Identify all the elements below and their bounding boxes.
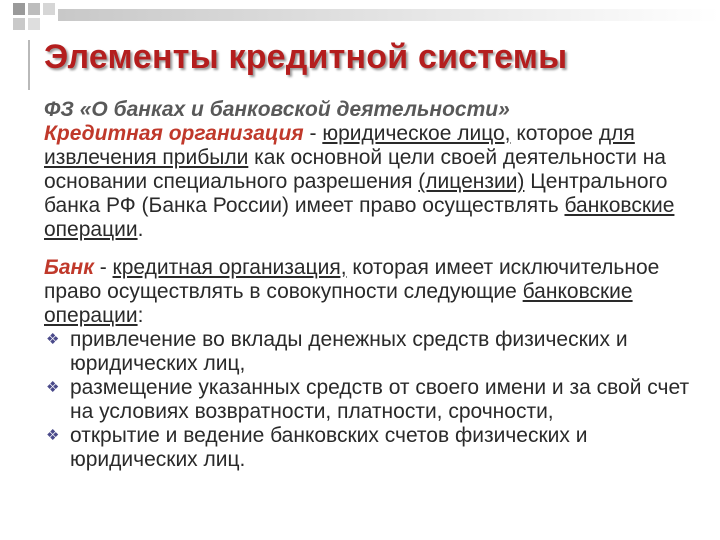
- bank-dash: -: [93, 256, 113, 279]
- bank-term: Банк: [44, 256, 94, 279]
- legal-entity-link[interactable]: юридическое лицо,: [322, 122, 511, 145]
- bank-operations-link[interactable]: банковские операции: [44, 280, 633, 327]
- banking-operations-link[interactable]: банковские операции: [44, 194, 675, 241]
- bank-definition: [44, 256, 704, 328]
- bank-operations-list: [44, 328, 704, 472]
- bank-text-1: которая имеет исключительное право осуществлять в совокупности следующие: [44, 256, 660, 303]
- bank-text-2: :: [137, 304, 144, 327]
- list-item-text: привлечение во вклады денежных средств физических и юридических лиц,: [70, 328, 628, 375]
- paragraph-gap: [44, 242, 704, 256]
- list-item-text: размещение указанных средств от своего имени и за свой счет на условиях возвратности, платности, срочности,: [70, 376, 690, 423]
- diamond-star-icon: ❖: [46, 331, 60, 348]
- diamond-star-icon: ❖: [46, 427, 60, 444]
- credit-org-text-2: как основной цели своей деятельности на основании специального разрешения: [44, 146, 666, 193]
- credit-org-term: Кредитная организация: [44, 122, 304, 145]
- license-link[interactable]: (лицензии): [418, 170, 525, 193]
- list-item: [44, 328, 704, 376]
- list-item-text: открытие и ведение банковских счетов физических и юридических лиц.: [70, 424, 588, 471]
- credit-organization-link[interactable]: кредитная организация,: [112, 256, 347, 279]
- list-item: [44, 376, 704, 424]
- slide-content: [44, 98, 704, 472]
- credit-org-dash: -: [303, 122, 323, 145]
- credit-org-text-1: которое: [510, 122, 599, 145]
- slide-title: Элементы кредитной системы: [44, 38, 568, 76]
- diamond-star-icon: ❖: [46, 379, 60, 396]
- law-heading: ФЗ «О банках и банковской деятельности»: [44, 98, 510, 121]
- credit-organization-definition: [44, 122, 704, 242]
- credit-org-text-4: .: [137, 218, 144, 241]
- profit-link[interactable]: для извлечения прибыли: [44, 122, 635, 169]
- list-item: [44, 424, 704, 472]
- credit-org-text-3: Центрального банка РФ (Банка России) имеет право осуществлять: [44, 170, 668, 217]
- header-decoration: [0, 0, 720, 40]
- vertical-accent-line: [28, 40, 30, 90]
